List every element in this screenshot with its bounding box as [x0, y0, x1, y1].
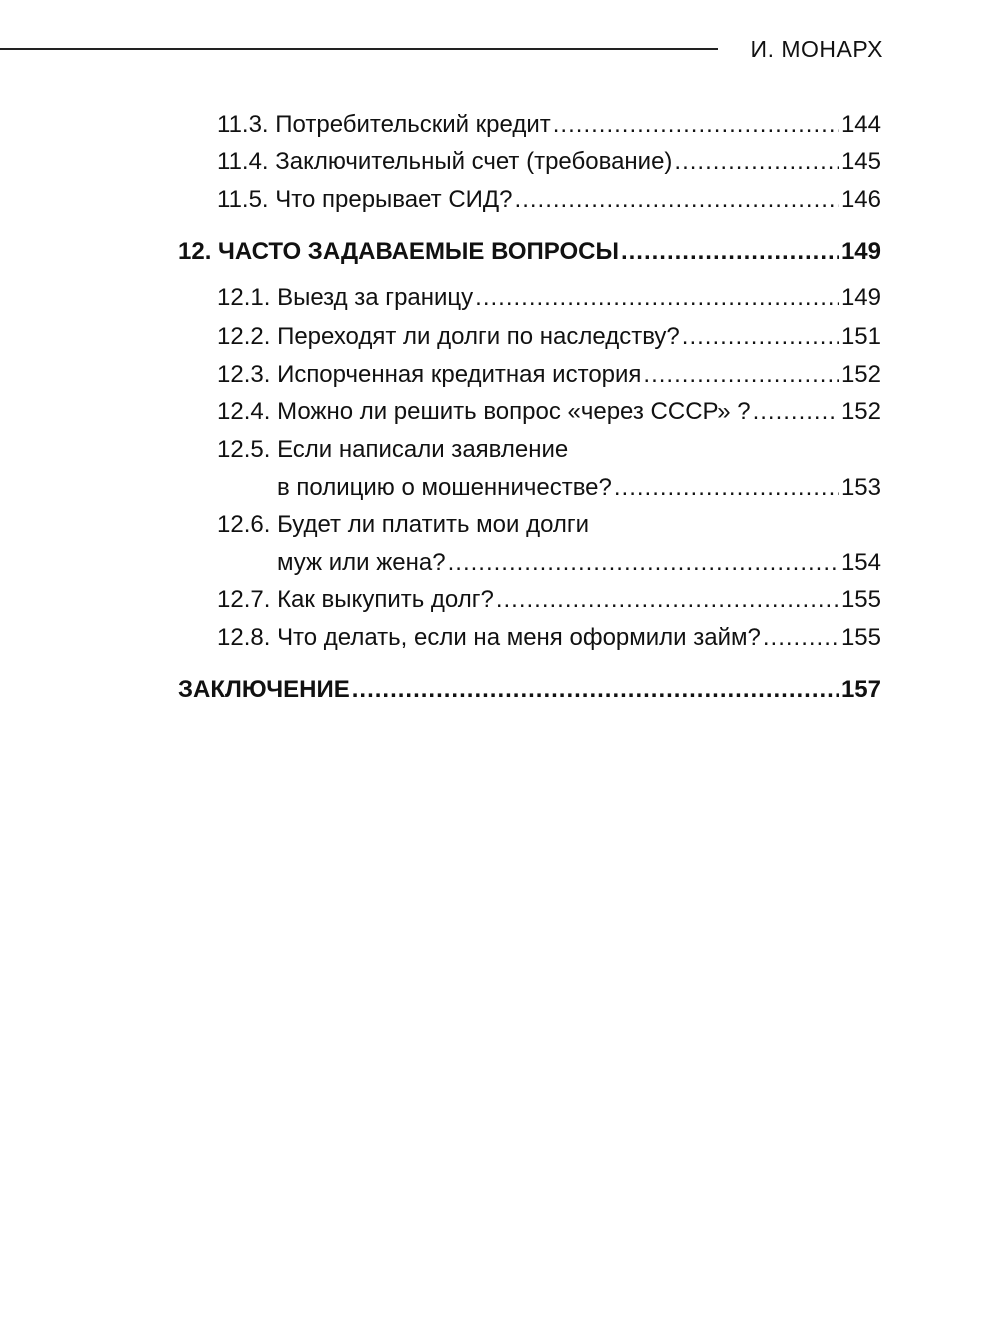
toc-entry-title: Переходят ли долги по наследству? — [277, 323, 680, 350]
toc-entry-number: 12.2. — [217, 323, 271, 350]
dot-leader — [448, 548, 839, 578]
toc-entry-title: Выезд за границу — [277, 284, 474, 311]
toc-entry-number: 11.5. — [217, 186, 269, 213]
toc-entry-title: Если написали заявление — [277, 436, 569, 463]
toc-entry-number: 12.4. — [217, 398, 271, 425]
dot-leader — [674, 147, 839, 177]
toc-entry-number: 12.7. — [217, 586, 271, 613]
toc-entry-title: Что делать, если на меня оформили займ? — [277, 624, 761, 651]
toc-entry-12-4[interactable] — [217, 397, 881, 427]
toc-entry-page: 146 — [840, 186, 881, 213]
toc-entry-11-4[interactable] — [217, 147, 881, 177]
toc-entry-number: 12.5. — [217, 436, 271, 463]
toc-chapter-title: ЧАСТО ЗАДАВАЕМЫЕ ВОПРОСЫ — [218, 238, 619, 265]
toc-entry-12-5-second-line[interactable] — [277, 473, 881, 503]
toc-entry-12-1[interactable] — [217, 283, 881, 313]
toc-conclusion[interactable] — [178, 675, 881, 705]
toc-entry-title: Потребительский кредит — [275, 111, 551, 138]
toc-chapter-page: 149 — [840, 238, 881, 265]
dot-leader — [643, 360, 839, 390]
dot-leader — [475, 283, 839, 313]
toc-entry-title-continued: муж или жена? — [277, 549, 446, 576]
toc-entry-page: 151 — [840, 323, 881, 350]
toc-entry-11-3[interactable] — [217, 110, 881, 140]
toc-entry-title: Можно ли решить вопрос «через СССР» ? — [277, 398, 751, 425]
toc-entry-page: 145 — [840, 148, 881, 175]
toc-entry-page: 152 — [840, 398, 881, 425]
toc-entry-11-5[interactable] — [217, 185, 881, 215]
toc-entry-page: 153 — [840, 474, 881, 501]
dot-leader — [496, 585, 839, 615]
dot-leader — [515, 185, 839, 215]
toc-entry-page: 155 — [840, 624, 881, 651]
toc-entry-12-2[interactable] — [217, 322, 881, 352]
toc-entry-number: 11.3. — [217, 111, 269, 138]
toc-entry-12-8[interactable] — [217, 623, 881, 653]
toc-entry-title: Как выкупить долг? — [277, 586, 494, 613]
toc-entry-number: 12.3. — [217, 361, 271, 388]
dot-leader — [621, 237, 839, 267]
toc-entry-title-continued: в полицию о мошенничестве? — [277, 474, 612, 501]
toc-chapter-12[interactable] — [178, 237, 881, 267]
header-rule — [0, 48, 718, 50]
toc-entry-page: 144 — [840, 111, 881, 138]
toc-entry-page: 152 — [840, 361, 881, 388]
toc-chapter-number: 12. — [178, 238, 212, 265]
toc-entry-12-5-first-line[interactable] — [217, 435, 568, 465]
dot-leader — [753, 397, 839, 427]
dot-leader — [763, 623, 839, 653]
dot-leader — [682, 322, 839, 352]
toc-entry-12-7[interactable] — [217, 585, 881, 615]
dot-leader — [553, 110, 839, 140]
toc-entry-12-6-first-line[interactable] — [217, 510, 589, 540]
toc-entry-number: 12.1. — [217, 284, 271, 311]
toc-entry-12-6-second-line[interactable] — [277, 548, 881, 578]
toc-entry-title: Что прерывает СИД? — [275, 186, 513, 213]
dot-leader — [352, 675, 839, 705]
toc-entry-title: Заключительный счет (требование) — [275, 148, 673, 175]
toc-entry-title: Испорченная кредитная история — [277, 361, 642, 388]
toc-entry-number: 12.6. — [217, 511, 271, 538]
toc-entry-number: 12.8. — [217, 624, 271, 651]
toc-chapter-page: 157 — [840, 676, 881, 703]
toc-entry-page: 155 — [840, 586, 881, 613]
toc-entry-number: 11.4. — [217, 148, 269, 175]
toc-entry-title: Будет ли платить мои долги — [277, 511, 590, 538]
toc-entry-page: 149 — [840, 284, 881, 311]
dot-leader — [614, 473, 839, 503]
toc-entry-page: 154 — [840, 549, 881, 576]
toc-entry-12-3[interactable] — [217, 360, 881, 390]
toc-chapter-title: ЗАКЛЮЧЕНИЕ — [178, 676, 350, 703]
running-header-author: И. МОНАРХ — [750, 36, 883, 62]
